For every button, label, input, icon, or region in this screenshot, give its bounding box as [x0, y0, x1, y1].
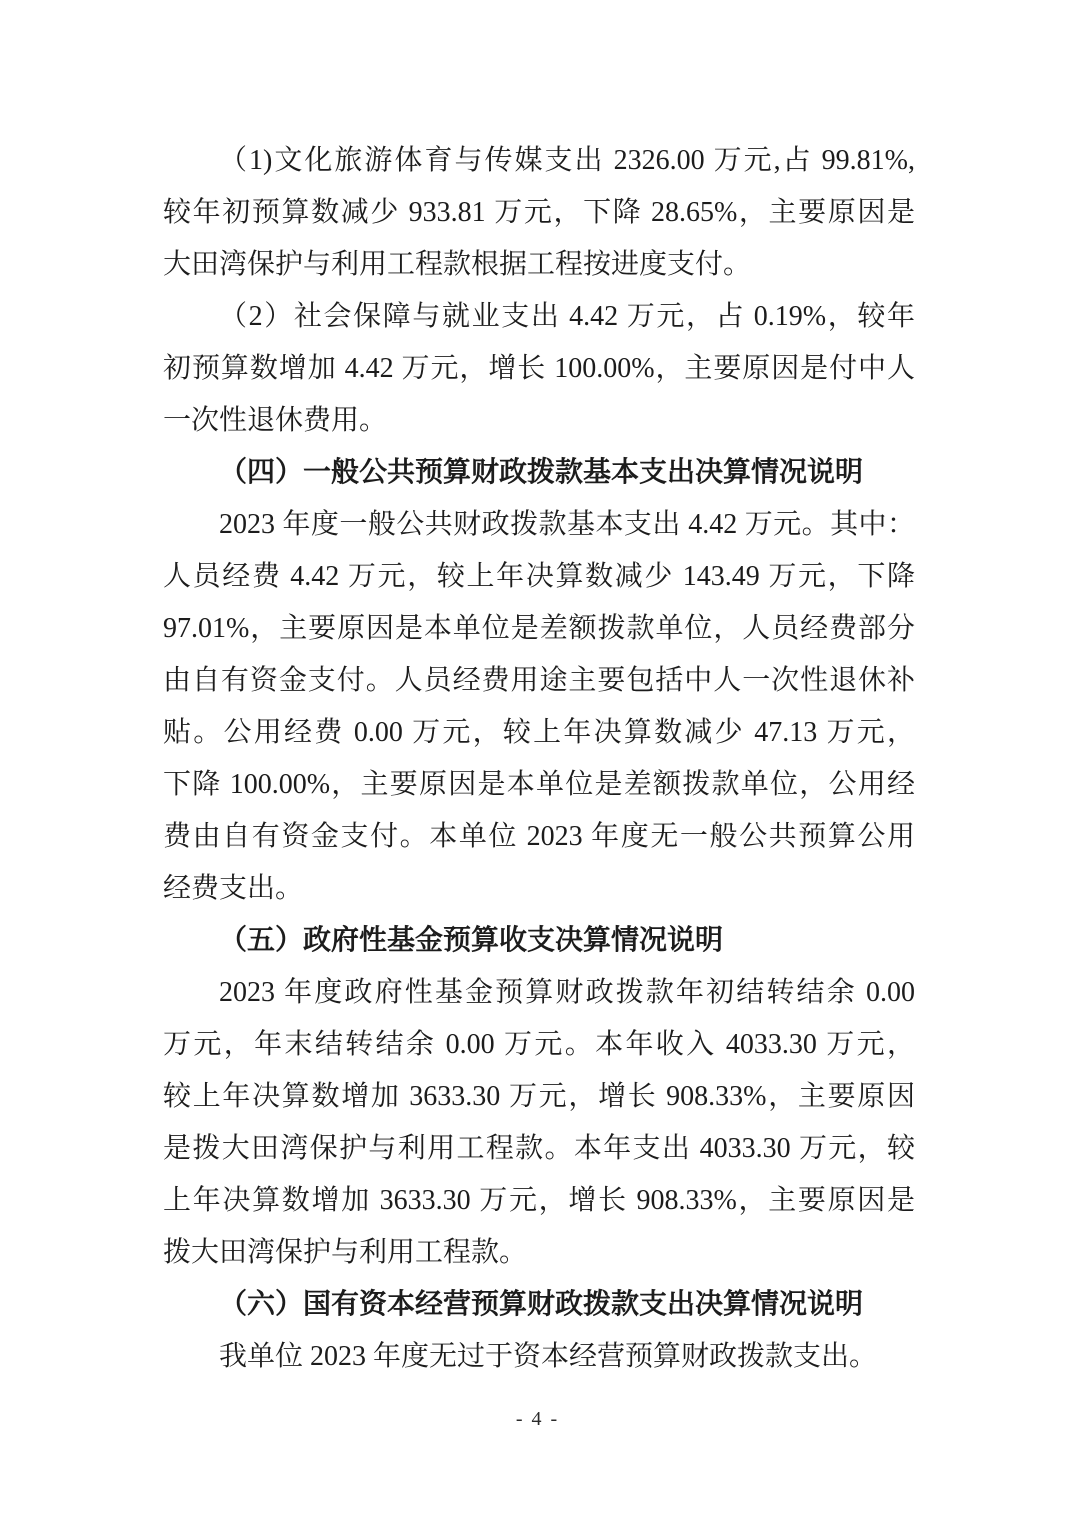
text-line: 上年决算数增加 3633.30 万元，增长 908.33%，主要原因是 — [163, 1185, 915, 1216]
paragraph-item-2-social-security-employment-expense — [163, 291, 915, 447]
text-line: 拨大田湾保护与利用工程款。 — [163, 1237, 528, 1268]
document-body — [163, 135, 915, 1383]
section-heading-five — [163, 915, 915, 967]
text-line: 万元，年末结转结余 0.00 万元。本年收入 4033.30 万元， — [163, 1029, 915, 1060]
paragraph-item-1-culture-tourism-sports-media-expense — [163, 135, 915, 291]
text-line: 较年初预算数减少 933.81 万元，下降 28.65%，主要原因是 — [163, 197, 915, 228]
text-line: 由自有资金支付。人员经费用途主要包括中人一次性退休补 — [163, 665, 915, 696]
text-line: 97.01%，主要原因是本单位是差额拨款单位，人员经费部分 — [163, 613, 915, 644]
text-line: 初预算数增加 4.42 万元，增长 100.00%，主要原因是付中人 — [163, 353, 915, 384]
paragraph-general-public-budget-basic-expense — [163, 499, 915, 915]
text-line: 2023 年度政府性基金预算财政拨款年初结转结余 0.00 — [219, 977, 915, 1008]
paragraph-government-fund-budget — [163, 967, 915, 1279]
text-line: 人员经费 4.42 万元，较上年决算数减少 143.49 万元，下降 — [163, 561, 915, 592]
text-line: 一次性退休费用。 — [163, 405, 388, 436]
section-heading-text: （五）政府性基金预算收支决算情况说明 — [219, 925, 724, 956]
section-heading-text: （六）国有资本经营预算财政拨款支出决算情况说明 — [219, 1289, 864, 1320]
text-line: 是拨大田湾保护与利用工程款。本年支出 4033.30 万元，较 — [163, 1133, 915, 1164]
text-line: 我单位 2023 年度无过于资本经营预算财政拨款支出。 — [219, 1341, 878, 1372]
text-line: （2）社会保障与就业支出 4.42 万元，占 0.19%，较年 — [219, 301, 915, 332]
text-line: 费由自有资金支付。本单位 2023 年度无一般公共预算公用 — [163, 821, 915, 852]
section-heading-six — [163, 1279, 915, 1331]
text-line: 贴。公用经费 0.00 万元，较上年决算数减少 47.13 万元， — [163, 717, 915, 748]
page-number: - 4 - — [515, 1408, 560, 1430]
text-line: 较上年决算数增加 3633.30 万元，增长 908.33%，主要原因 — [163, 1081, 915, 1112]
section-heading-text: （四）一般公共预算财政拨款基本支出决算情况说明 — [219, 457, 864, 488]
text-line: 下降 100.00%，主要原因是本单位是差额拨款单位，公用经 — [163, 769, 915, 800]
paragraph-state-capital-budget — [163, 1331, 915, 1383]
text-line: 大田湾保护与利用工程款根据工程按进度支付。 — [163, 249, 752, 280]
text-line: （1)文化旅游体育与传媒支出 2326.00 万元,占 99.81%, — [219, 145, 915, 176]
text-line: 2023 年度一般公共财政拨款基本支出 4.42 万元。其中： — [219, 509, 915, 540]
text-line: 经费支出。 — [163, 873, 304, 904]
section-heading-four — [163, 447, 915, 499]
